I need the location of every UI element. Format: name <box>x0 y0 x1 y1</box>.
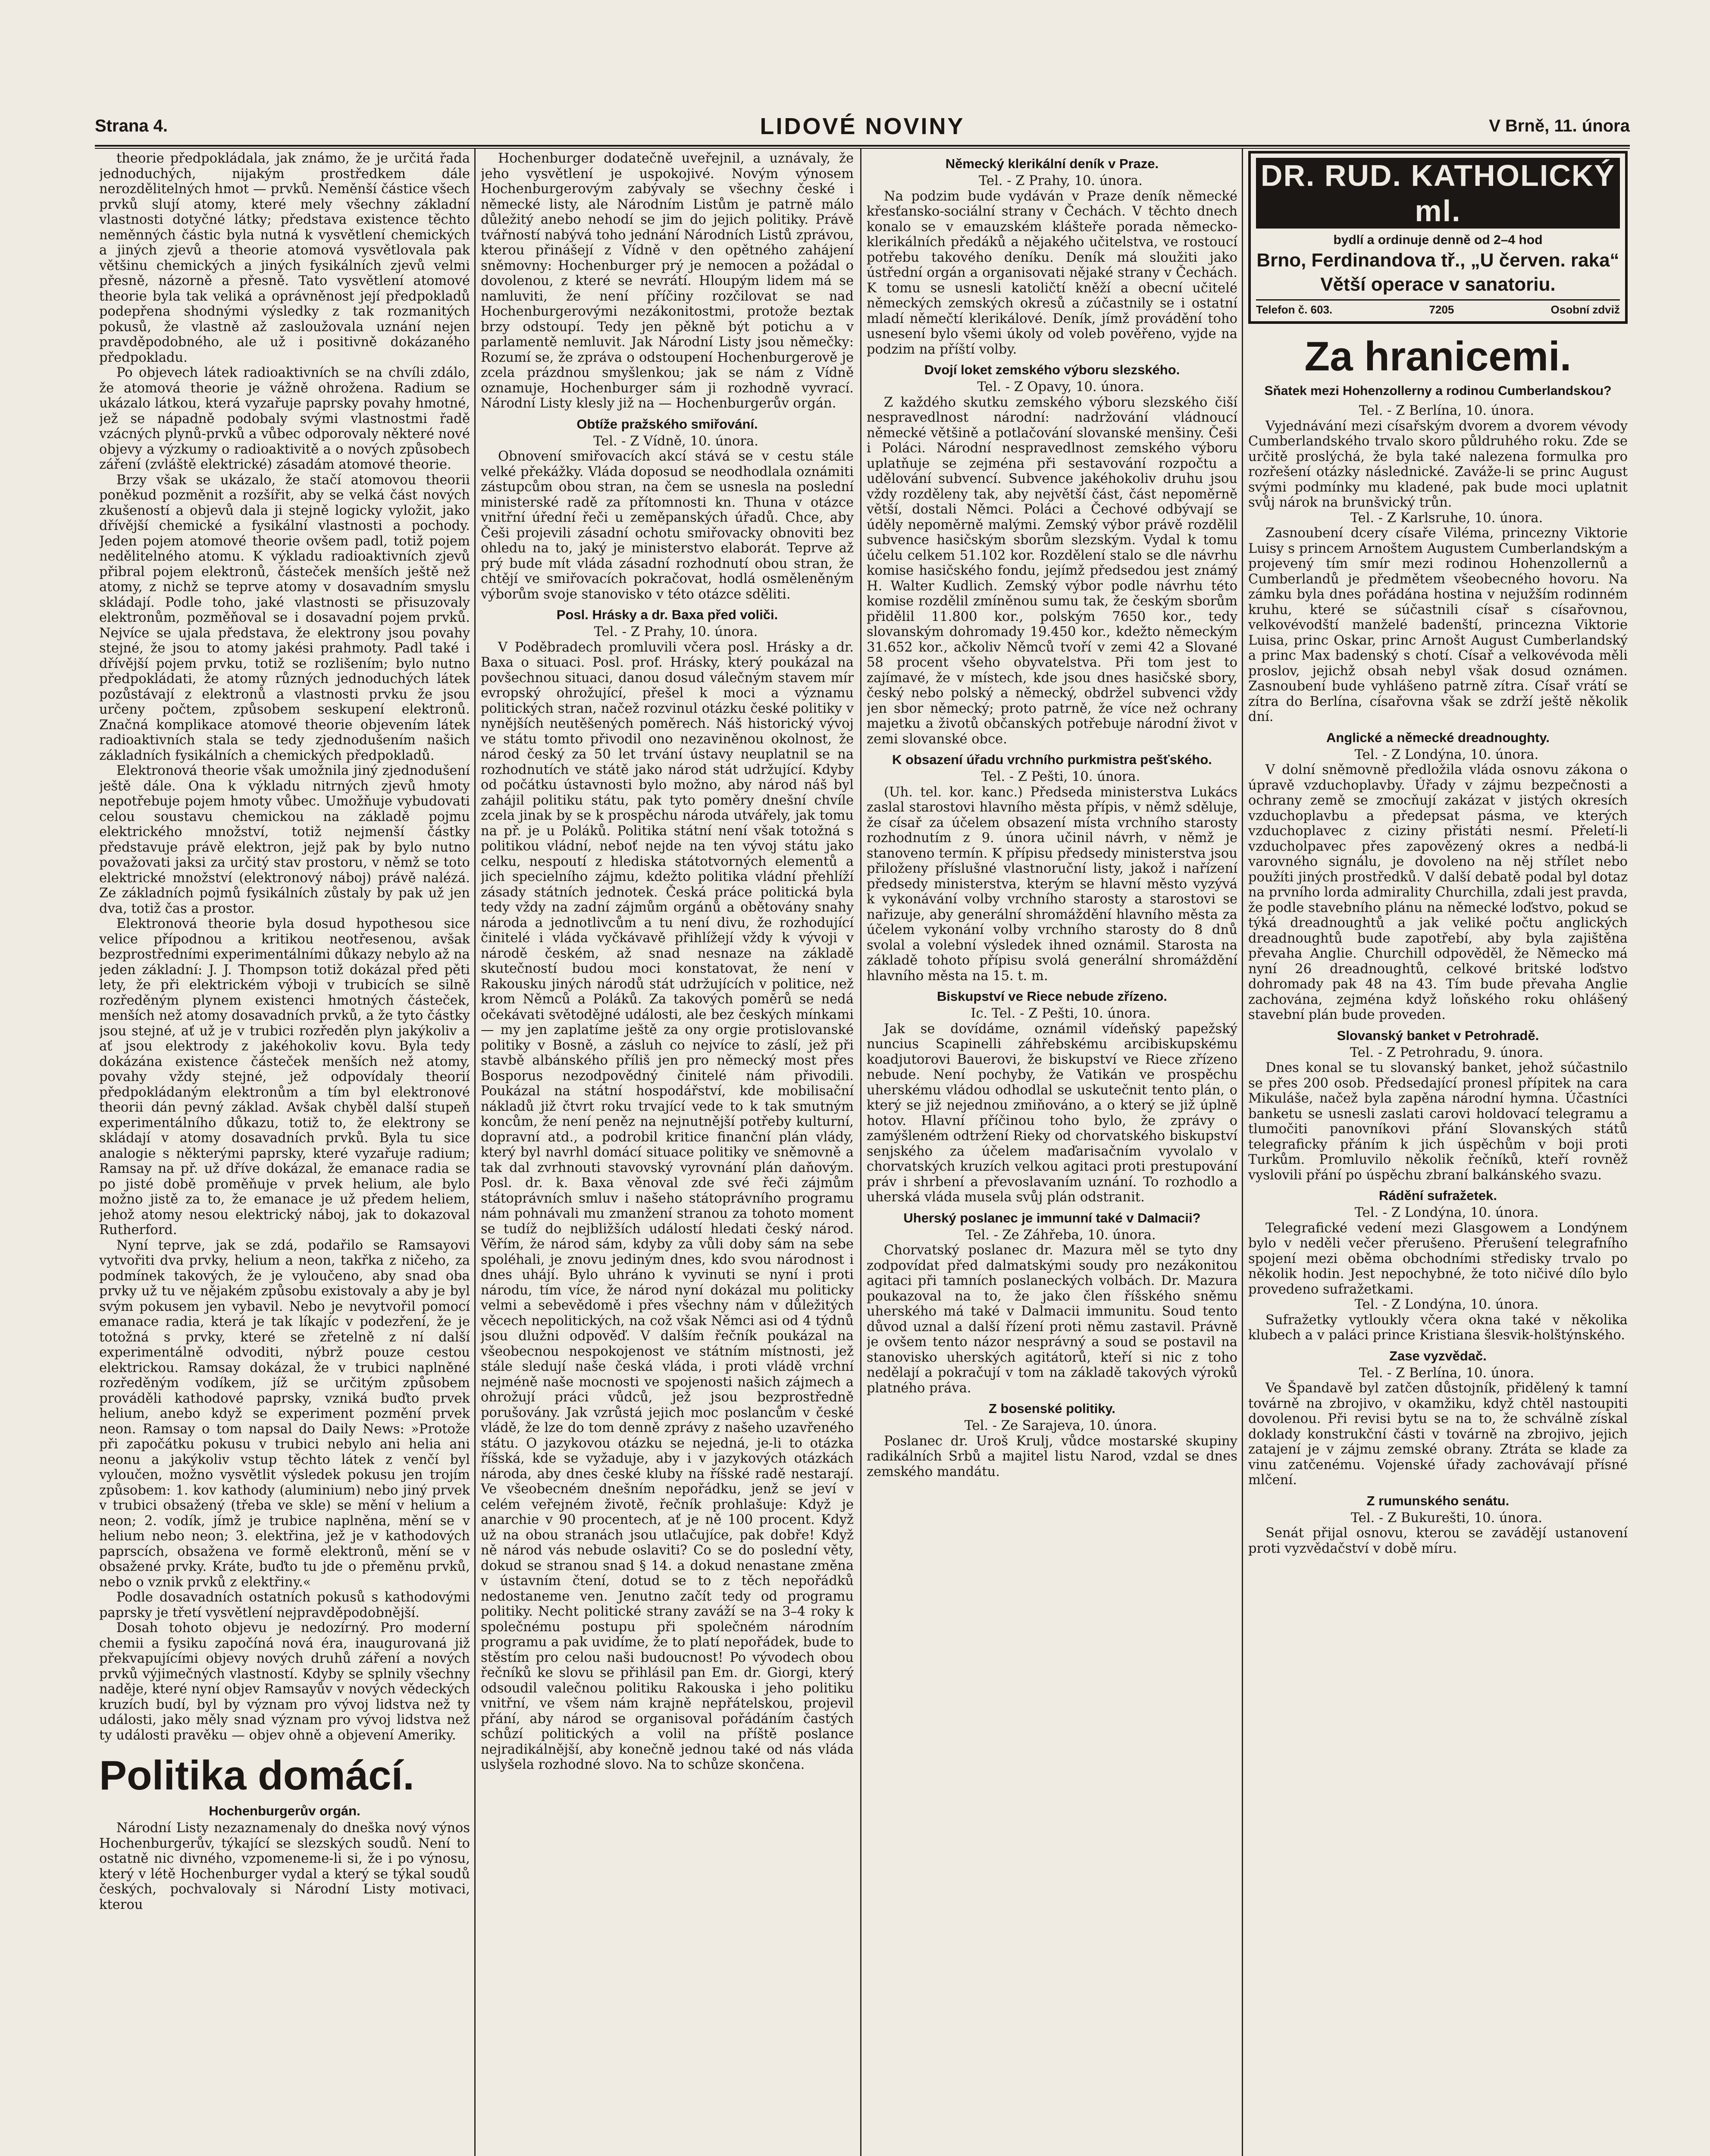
article-paragraph: Brzy však se ukázalo, že stačí atomovou theorii poněkud pozměnit a rozšířit, aby se velká část nových zkušeností a objevů dala ji stejně logicky vyložit, jako dřívější chemické a fysikální vlastnosti a pochody. Jeden pojem atomové theorie ovšem padl, totiž pojem nedělitelného atomu. K výkladu radioaktivních zjevů přibral pojem elektronů, částeček menších ještě než atomy, z nichž se teprve atomy v dosavadním smyslu skládají. Podle toho, jaké vlastnosti se přisuzovaly elektronům, pozměňoval se i dosavadní pojem prvků. Nejvíce se ujala představa, že elektrony jsou povahy stejné, že jsou to atomy jakési prahmoty. Padl také i dřívější pojem prvku, totiž se rozlišením; bylo nutno předpokládati, že atomy různých jednoduchých látek pozůstávají z elektronů a vlastnosti prvku že jsou určeny počtem, způsobem seskupení elektronů. Značná komplikace atomové theorie objevením látek radioaktivních stala se tedy zjednodušením našich základních fysikálních a chemických předpokladů. <box>99 472 470 763</box>
column-divider <box>1242 149 1243 2156</box>
section-heading: Za hranicemi. <box>1304 333 1572 379</box>
header-rule <box>95 145 1630 147</box>
ad-hours: bydlí a ordinuje denně od 2–4 hod <box>1333 233 1543 247</box>
article-dateline: Tel. - Z Berlína, 10. února. <box>1359 403 1535 418</box>
article-paragraph: Jak se dovídáme, oznámil vídeňský papežský nuncius Scapinelli záhřebskému arcibiskupskému koadjutorovi Bauerovi, že biskupství ve Riece zřízeno nebude. Není pochyby, že Vatikán ve prospěchu uherskému vládou odhodlal se uskutečnit tento plán, o který se již nejednou zmiňováno, a o který se již úplně hotov. Hlavní příčinou toho bylo, že zprávy o zamýšleném odtržení Rieky od chorvatského biskupství senjského za účelem maďarisačním vyvolalo v chorvatských kruzích velkou agitaci proti prestupování práv i shrbení a převoslavaním uznání. To rozhodlo a uherská vláda musela svůj plán odstranit. <box>867 1021 1237 1205</box>
page-number: Strana 4. <box>95 116 168 135</box>
article-headline: K obsazení úřadu vrchního purkmistra pešťského. <box>892 752 1212 767</box>
article-dateline: Tel. - Z Bukurešti, 10. února. <box>1350 1510 1543 1526</box>
article-headline: Biskupství ve Riece nebude zřízeno. <box>936 989 1168 1004</box>
ad-phone: Telefon č. 603. <box>1256 303 1333 316</box>
article-paragraph: Chorvatský poslanec dr. Mazura měl se tyto dny zodpovídat před dalmatskými soudy pro nezákonitou agitaci při tamních poslaneckých volbách. Dr. Mazura poukazoval na to, že jako člen říšského sněmu uherského má také v Dalmacii immunitu. Soud tento důvod uznal a další řízení proti němu zastavil. Právně je ovšem tento názor nesprávný a soud se postavil na stanovisko uherských agitátorů, kteří si nic z toho nedělají a pokračují v tom na základě takových výroků platného práva. <box>867 1243 1237 1396</box>
article-dateline: Tel. - Ze Sarajeva, 10. února. <box>964 1418 1157 1433</box>
ad-address: Brno, Ferdinandova tř., „U červen. raka“ <box>1256 250 1619 271</box>
article-dateline: Tel. - Ze Záhřeba, 10. února. <box>965 1227 1156 1243</box>
article-paragraph: V dolní sněmovně předložila vláda osnovu zákona o úpravě vzduchoplavby. Úřady v zájmu bezpečnosti a ochrany země se zmocňují zakázat v jistých okresích vzduchoplavbu a předepsat pásma, ve kterých vzduchoplavec z ciziny přistáti nesmí. Přeletí-li vzducholpavec přes zapovězený okres a nedbá-li varovného signálu, je dovoleno na něj střílet nebo použíti jiných prostředků. V další debatě podal byl dotaz na prvního lorda admirality Churchilla, zdali jest pravda, že podle stavebního plánu na německé loďstvo, pokud se týká dreadnoughtů a jak veliké počtu anglických dreadnoughtů bude zapotřebí, aby byla zajištěna převaha Anglie. Churchill odpověděl, že Německo má nyní 26 dreadnoughtů, celkové britské loďstvo dohromady pak 48 na 43. Tím bude převaha Anglie zachována, zejména když loňského roku ohlášený stavební plán bude proveden. <box>1248 762 1628 1022</box>
article-paragraph: Hochenburger dodatečně uveřejnil, a uznávaly, že jeho vysvětlení je uspokojivé. Novým výnosem Hochenburgerovým zabývaly se všechny české i německé listy, ale Národním Listům je patrně málo důležitý anebo nehodí se jim do jejich politiky. Právě tvářností nabývá toho jednání Národních Listů zprávou, kterou přinášejí z Vídně v den opětného zahájení sněmovny: Hochenburger prý je nemocen a požádal o dovolenou, z které se nevrátí. Hloupým lidem má se namluviti, že není příčiny rozčilovat se nad Hochenburgerovými nezákonitostmi, protože beztak brzy odstoupí. Tedy jen pěkně být potichu a v parlamentě nemluvit. Jak Národní Listy jsou němečky: Rozumí se, že zpráva o odstoupení Hochenburgerově je zcela prázdnou smyšlenkou; jak se nám z Vídně oznamuje, Hochenburger sám ji rozhodně vyvrací. Národní Listy klesly již na — Hochenburgerův orgán. <box>481 151 854 411</box>
article-dateline: Tel. - Z Pešti, 10. února. <box>981 769 1140 784</box>
article-paragraph: Dosah tohoto objevu je nedozírný. Pro moderní chemii a fysiku započíná nová éra, inaugurovaná již překvapujícími objevy nových druhů záření a nových prvků výjimečných vlastností. Kdyby se splnily všechny naděje, které nyní objev Ramsayův v nových vědeckých kruzích budí, byl by význam pro vývoj lidstva než ty události, jako měly snad význam pro vývoj lidstva než ty události pravěku — objev ohně a objevení Ameriky. <box>99 1620 470 1743</box>
article-headline: Z rumunského senátu. <box>1366 1493 1510 1508</box>
article-dateline: Ic. Tel. - Z Pešti, 10. února. <box>971 1006 1151 1021</box>
ad-elevator: Osobní zdviž <box>1550 303 1620 316</box>
issue-date: V Brně, 11. února <box>1489 116 1630 135</box>
article-paragraph: Zasnoubení dcery císaře Viléma, princezny Viktorie Luisy s princem Arnoštem Augustem Cumberlandským a projevený tím smír mezi rodinou Hohenzollernů a Cumberlandů je předmětem všeobecného hovoru. Na zámku byla dnes pořádána hostina v nejužším rodinném kruhu, které se súčastnili císař s císařovnou, velkovévodští manželé badenští, princezna Viktorie Luisa, princ Oskar, princ Arnošt August Cumberlandský a princ Max badenský s chotí. Císař a velkovévoda měli proslov, jejichž obsah nebyl však dosud oznámen. Zasnoubení bude vyhlášeno patrně zítra. Císař vrátí se zítra do Berlína, císařovna však se zdrží ještě několik dní. <box>1248 526 1628 724</box>
column-4 <box>1248 151 1628 2156</box>
article-paragraph: Z každého skutku zemského výboru slezského čiší nespravedlnost národní: nadržování vládnoucí německé většině a potlačování slovanské menšiny. Češi i Poláci. Národní nespravedlnost zemského výboru uplatňuje se zejména při sestavování rozpočtu a udělování subvencí. Subvence jakéhokoliv druhu jsou vždy rozděleny tak, aby největší část, část nepoměrně větší, dostali Němci. Poláci a Čechové odbývají se úděly nepoměrně malými. Zemský výbor právě rozdělil subvence hasičským sborům slezským. Vydal k tomu účelu celkem 51.102 kor. Rozdělení stalo se dle návrhu komise hasičského fondu, jejímž předsedou jest známý H. Walter Kudlich. Zemský výbor podle návrhu této komise rozdělil zmíněnou sumu tak, že českým sborům přidělil 11.800 kor., polským 7650 kor., tedy slovanským dohromady 19.450 kor., kdežto německým 31.652 kor., ačkoliv Němců tvoří v zemi 42 a Slované 58 procent všeho obyvatelstva. Při tom jest to zajímavé, že v místech, kde jsou dnes hasičské sbory, český nebo polský a německý, obdržel subvenci vždy jen sbor německý; proto patrně, že více než ochrany majetku a životů občanských potřebuje národní život v zemi slovanské obce. <box>867 395 1237 747</box>
ad-contact-row <box>1256 299 1620 317</box>
column-divider <box>474 149 476 2156</box>
article-dateline: Tel. - Z Prahy, 10. února. <box>979 173 1143 188</box>
article-headline: Dvojí loket zemského výboru slezského. <box>924 362 1180 377</box>
article-paragraph: Obnovení smiřovacích akcí stává se v cestu stále velké překážky. Vláda doposud se neodhodlala oznámiti zástupcům obou stran, na čem se usnesla na poslední ministerské radě za přítomnosti kn. Thuna v otázce vnitřní úřední řeči u zeměpanských úřadů. Chce, aby Češi projevili zásadní ochotu smiřovacky obnoviti bez ohledu na to, jaký je ministerstvo elaborát. Teprve až prý bude mít vláda zásadní rozhodnutí obou stran, že chtějí ve smiřovacích pokračovat, hodlá osměleněným výborům svoje stanovisko v této otázce sděliti. <box>481 449 854 602</box>
article-paragraph: Po objevech látek radioaktivních se na chvíli zdálo, že atomová theorie je vážně ohrožena. Radium se ukázalo látkou, která vyzařuje paprsky povahy hmotné, jež se nápadně podobaly svými vlastnostmi řadě vzácných plynů-prvků a vůbec odporovaly některé nové objevy a výzkumy o radioaktivitě a o nových způsobech záření (zvláště elektrické) zásadám atomové theorie. <box>99 365 470 472</box>
article-paragraph: (Uh. tel. kor. kanc.) Předseda ministerstva Lukács zaslal starostovi hlavního města přípis, v němž sděluje, že císař za účelem obsazení místa vrchního starosty rozhodnutím z 9. února učinil návrh, v němž je stanoveno termín. K přípisu předsedy ministerstva jsou přiloženy příslušné vlastnoruční listy, jakož i nařízení předsedy ministerstva, kterým se hlavní město vyzývá k vykonávání volby vrchního starosty a starostovi se nařizuje, aby generální shromáždění hlavního města za účelem vykonání volby vrchního starosty do 8 dnů svolal a volební výsledek ihned oznámil. Starosta na základě tohoto přípisu svolá generální shromáždění hlavního města na 15. t. m. <box>867 784 1237 984</box>
header-rule-thin <box>95 148 1630 149</box>
article-dateline: Tel. - Z Prahy, 10. února. <box>594 624 758 639</box>
ad-operations: Větší operace v sanatoriu. <box>1320 274 1556 295</box>
ad-code: 7205 <box>1429 303 1454 316</box>
article-paragraph: Elektronová theorie byla dosud hypothesou sice velice přípodnou a kritikou neotřesenou, avšak bezprostředními experimentálními důkazy nebylo až na jeden základní: J. J. Thompson totiž dokázal před pěti lety, že při elektrickém výboji v trubicích se silně rozředěným plynem existenci hmotných částeček, menších než atomy dosavadních prvků, a že tyto částky jsou stejné, ať už je v trubici rozředěn plyn jakýkoliv a ať jsou elektrody z jakéhokoliv kovu. Byla tedy dokázána existence částeček menších než atomy, povahy vždy stejné, jež odpovídaly theorií předpokládaným elektronům a tím byl elektronové theorii dán pevný základ. Avšak chyběl další stupeň experimentálního důkazu, totiž to, že elektrony se skládají v atomy dosavadních prvků. Byla tu sice analogie s některými paprsky, které vyzařuje radium; Ramsay na př. už dříve dokázal, že emanace radia se po jisté době proměňuje v prvek helium, ale bylo možno jistě za to, že emanace je už předem heliem, jehož atomy nesou elektrický náboj, jak to dokazoval Rutherford. <box>99 916 470 1238</box>
article-dateline: Tel. - Z Opavy, 10. února. <box>977 379 1144 395</box>
column-divider <box>860 149 861 2156</box>
article-dateline: Tel. - Z Vídně, 10. února. <box>593 433 758 449</box>
ad-doctor-name: DR. RUD. KATHOLICKÝ ml. <box>1256 158 1620 229</box>
article-paragraph: Nyní teprve, jak se zdá, podařilo se Ramsayovi vytvořiti dva prvky, helium a neon, takřka z ničeho, za podmínek takových, že je vyloučeno, aby snad oba prvky už tu ve nějakém způsobu existovaly a aby je byl svým pokusem jen vybavil. Nebo je nevytvořil pomocí emanace radia, která je tak líkajíc v podezření, že je totožná s prvky, které se zřetelně z ní další experimentálně odvoditi, nýbrž pouze cestou elektrickou. Ramsay dokázal, že v trubici naplněné rozředěným vodíkem, jíž se určitým způsobem prováděli kathodové paprsky, vzniká buďto prvek helium, anebo když se experiment pozmění prvek neon. Ramsay o tom napsal do Daily News: »Protože při započátku pokusu v trubici nebylo ani helia ani neonu a jakýkoliv vstup těchto látek z venčí byl vyloučen, možno vysvětlit výsledek pokusu jen trojím způsobem: 1. kov kathody (aluminium) nebo jiný prvek v trubici obsažený (třeba ve skle) se mění v helium a neon; 2. vodík, jímž je trubice naplněna, mění se v helium nebo neon; 3. elektřina, jež je v kathodových paprscích, obsažena ve formě elektronů, mění se v obsažené prvky. Kráte, buďto tu jde o přeměnu prvků, nebo o vznik prvků z elektřiny.« <box>99 1238 470 1590</box>
article-paragraph: Poslanec dr. Uroš Krulj, vůdce mostarské skupiny radikálních Srbů a majitel listu Narod, vzdal se dnes zemského mandátu. <box>867 1433 1237 1479</box>
article-paragraph: Vyjednávání mezi císařským dvorem a dvorem vévody Cumberlandského trvalo skoro půldruhého roku. Zde se určitě proslýchá, že byla také nalezena formulka pro rozřešení otázky následnické. Zaváže-li se princ August svými podmínky mu kladené, pak bude moci uplatnit svůj nárok na brunšvický trůn. <box>1248 418 1628 510</box>
section-heading: Politika domácí. <box>99 1752 414 1799</box>
article-headline: Zase vyzvědač. <box>1389 1348 1487 1363</box>
article-paragraph: theorie předpokládala, jak známo, že je určitá řada jednoduchých, nijakým prostředkem dále nerozdělitelných hmot — prvků. Neměnší částice všech prvků slují atomy, které mely všechny základní vlastnosti dotyčné látky; představa existence těchto neměnných částic byla nutná k vysvětlení chemických a jiných zjevů a theorie atomová vysvětlovala pak většinu chemických a jiných fysikálních zjevů velmi přesně, názorně a přesně. Tato vysvětlení atomové theorie byla tak veliká a oprávněnost její předpokladů podepřena shodnými výsledky z tak rozmanitých pokusů, že vlastně až zasloužovala uznání nejen pravděpodobného, ale už i positivně dokázaného předpokladu. <box>99 151 470 365</box>
column-1 <box>99 151 470 2156</box>
article-dateline: Tel. - Z Londýna, 10. února. <box>1354 1297 1539 1312</box>
article-headline: Z bosenské politiky. <box>988 1401 1115 1416</box>
article-headline: Posl. Hrásky a dr. Baxa před voliči. <box>556 607 778 622</box>
article-dateline: Tel. - Z Londýna, 10. února. <box>1354 1205 1539 1220</box>
article-paragraph: Národní Listy nezaznamenaly do dneška nový výnos Hochenburgerův, týkající se slezských soudů. Není to ostatně nic divného, vzpomeneme-li si, že i po výnosu, který v létě Hochenburger vydal a který se týkal soudů českých, pochvalovaly si Národní Listy motivaci, kterou <box>99 1821 470 1912</box>
article-paragraph: Sufražetky vytloukly včera okna také v několika klubech a v paláci prince Kristiana šlesvik-holštýnského. <box>1248 1312 1628 1343</box>
article-subheadline: Sňatek mezi Hohenzollerny a rodinou Cumberlandskou? <box>1264 384 1612 398</box>
article-paragraph: V Poděbradech promluvili včera posl. Hrásky a dr. Baxa o situaci. Posl. prof. Hrásky, který poukázal na povšechnou situaci, danou dosud válečným stavem mír evropský ohrožující, přešel k moci a významu politických stran, načež rozvinul otázku české politiky v nynějších neutěšených poměrech. Náš historický vývoj ve státu tomto přivodil ono nezaviněnou okolnost, že národ český za 50 let trvání ústavy neuplatnil se na rozhodnutích ve státě jako národ stát udržující. Kdyby od počátku ústavnosti bylo možno, aby národ náš byl zahájil politiku státu, pak tyto poměry dnešní chvíle zcela jinak by se k prospěchu národa utvářely, jak tomu na př. je u Poláků. Politika státní není však totožná s politikou vládní, neboť nejde na ten vývoj státu jako celku, nespoutí z hlediska státotvorných elementů a jich specielního zájmu, kdežto politika vládní přehlíží zásady státních jednotek. Česká práce politická byla tedy vždy na zadní zájmům orgánů a obětovány snahy národa a jednotlivcům a tu není divu, že rozhodující činitelé i vláda vyčkávavě přihlížejí vždy k vývoji v národě českém, až snad nesnaze na základě skutečností budou moci konstatovat, že není v Rakousku jiných národů stát udržujících v politice, než krom Němců a Poláků. Za takových poměrů se nedá očekávati světodějné události, ale bez českých mínkami — my jen zaplatíme ještě za ony orgie protislovanské politiky v Bosně, a zásluh co nejvíce to záslí, jež při stavbě albánského příliš jen pro německý most přes Bosporus nezodpovědný činitelé nám přivodili. Poukázal na státní hospodářství, kde mobilisační nákladů již čtvrt roku trvající vede to k tak smutným koncům, že není peněz na nejnutnější potřeby kulturní, dopravní atd., a podrobil kritice finanční plán vlády, který byl navrhl domácí situace politiky ve sněmovně a tak dal zvrhnouti stavovský vyrovnání plán daňovým. Posl. dr. k. Baxa věnoval zde své řeči zájmům státoprávních smluv i našeho státoprávního programu nám pohnávali mu zmanžení stranou za tohoto moment se tudíž do nejbližších událostí hledati český národ. Věřím, že národ sám, kdyby za vůli doby sám na sebe spoléhali, je znovu jediným dnes, kdo svou národnost i dnes uhájí. Bylo uhráno k vyvinuti se nyní i proti národu, tím více, že národ nyní dokázal mu politicky velmi a sebevědomě i přes všechny nám v důležitých věcech nepolitických, na což však Němci asi od 4 týdnů jsou dlužni odpověď. V dalším řečník poukázal na všeobecnou nespokojenost ve státním místnosti, jež stále sledují naše česká vláda, i proti vládě vrchní nejméně naše mocnosti ve spojenosti našich zájmech a ohrožují práci vůdců, jež jsou bezprostředně porušovány. Jak vzrůstá jejich moc poslancům v české vládě, že lze do tom denně zprávy z našeho uzavřeného státu. O jazykovou otázku se nejedná, je-li to otázka říšská, kde se vyžaduje, aby i v jazykových otázkách národa, aby dnes české kluby na říšské radě nestarají. Ve všeobecném dnešním nepořádku, jenž se jeví v celém veřejném životě, řečník prohlašuje: Když je anarchie v 90 procentech, ať je ně 100 procent. Když už na obou stranách jsou utlačujíce, pak dobře! Když ně národ vás nebude oslaviti? Co se do poslední věty, dokud se stranou snad § 14. a dokud nenastane změna v ústavním čtení, dotud se to z těch nepořádků nedostaneme ven. Jenutno začít tedy od programu politiky. Necht politické strany zaváží se na 3–4 roky k společnému postupu při společném národním programu a pak uvidíme, že to platí nepořádek, bude to stěstím pro celou naši budoucnost! Po vývodech obou řečníků ke slovu se přihlásil pan Em. dr. Giorgi, který odsoudil valečnou politiku Rakouska i jeho politiku vnitřní, ve všem nám krajně nepřátelskou, projevil přání, aby národ se organisoval pořádáním častých schůzí politických a volil na příště poslance nejradikálnější, aby konečně jednou také od nás vláda uslyšela rozhodné slovo. Na to schůze skončena. <box>481 639 854 1772</box>
article-paragraph: Dnes konal se tu slovanský banket, jehož súčastnilo se přes 200 osob. Předsedající pronesl přípitek na cara Mikuláše, načež byla zapěna národní hymna. Účastníci banketu se usnesli zaslati carovi holdovací telegramu a tlumočiti panovníkovi přání Slovanských států telegraficky přáním k jich úspěchům v boji proti Turkům. Promluvilo několik řečníků, kteří rovněž vyslovili přání po úspěchu zbraní balkánského svazu. <box>1248 1060 1628 1183</box>
article-paragraph: Senát přijal osnovu, kterou se zavádějí ustanovení proti vyzvědačství v době míru. <box>1248 1526 1628 1556</box>
column-3 <box>867 151 1237 2156</box>
article-dateline: Tel. - Z Londýna, 10. února. <box>1354 747 1539 762</box>
article-headline: Anglické a německé dreadnoughty. <box>1326 730 1550 745</box>
article-headline: Slovanský banket v Petrohradě. <box>1337 1028 1539 1043</box>
masthead <box>95 113 1630 142</box>
article-paragraph: Telegrafické vedení mezi Glasgowem a Londýnem bylo v neděli večer přerušeno. Přerušení telegrafního spojení mezi oběma obchodními středisky trvalo po několik hodin. Jest nepochybné, že toto ničivé dílo bylo provedeno sufražetkami. <box>1248 1220 1628 1297</box>
article-paragraph: Na podzim bude vydáván v Praze deník německé křesťansko-sociální strany v Čechách. V těchto dnech konalo se v emauzském klášteře porada německo-klerikálních předáků a nějakého učitelstva, ve rostoucí potřebu takového deníku. Deník má sloužiti jako ústřední orgán a organisovati nějaké strany v Čechách. K tomu se usnesli katoličtí kněží a obecní učitelé německých zemských okresů a zúčastnily se i ostatní mladí němečtí klerikálové. Deník, jímž provádění toho usnesení bylo všemi úkoly od voleb pověřeno, vyjde na podzim na příští volby. <box>867 188 1237 357</box>
article-dateline: Tel. - Z Petrohradu, 9. února. <box>1350 1045 1544 1060</box>
article-headline: Německý klerikální deník v Praze. <box>945 156 1159 171</box>
article-dateline: Tel. - Z Karlsruhe, 10. února. <box>1350 510 1543 526</box>
article-paragraph: Podle dosavadních ostatních pokusů s kathodovými paprsky je třetí vysvětlení nejpravděpodobnější. <box>99 1590 470 1620</box>
article-headline: Obtíže pražského smiřování. <box>576 416 758 432</box>
article-headline: Uherský poslanec je immunní také v Dalmacii? <box>903 1210 1201 1225</box>
article-headline: Hochenburgerův orgán. <box>209 1803 360 1818</box>
article-dateline: Tel. - Z Berlína, 10. února. <box>1359 1365 1535 1381</box>
newspaper-title: LIDOVÉ NOVINY <box>760 113 965 139</box>
article-paragraph: Elektronová theorie však umožnila jiný zjednodušení ještě dále. Ona k výkladu nitrných zjevů hmoty nepotřebuje pojem hmoty vůbec. Umožňuje vybudovati celou soustavu chemickou na základě pojmu elektrického množství, totiž nejmenší částky představuje právě elektron, jejž pak by bylo nutno považovati jaksi za určitý stav prostoru, v němž se toto elektrické množství (elektronový náboj) právě nalézá. Ze základních pojmů fysikálních zůstaly by pak už jen dva, totiž čas a prostor. <box>99 763 470 916</box>
article-headline: Rádění sufražetek. <box>1379 1188 1497 1203</box>
column-2 <box>481 151 854 2156</box>
article-paragraph: Ve Špandavě byl zatčen důstojník, přidělený k tamní továrně na zbrojivo, v okamžiku, když chtěl nastoupiti dovolenou. Při revisi bytu se na to, že schválně získal doklady konstrukční části v továrně na zbrojivo, jejich zatajení je v zájmu zemské obrany. Ztráta se klade za vinu zatčenému. Vojenské úřady zachovávají přísné mlčení. <box>1248 1381 1628 1488</box>
doctor-advertisement <box>1248 151 1628 324</box>
